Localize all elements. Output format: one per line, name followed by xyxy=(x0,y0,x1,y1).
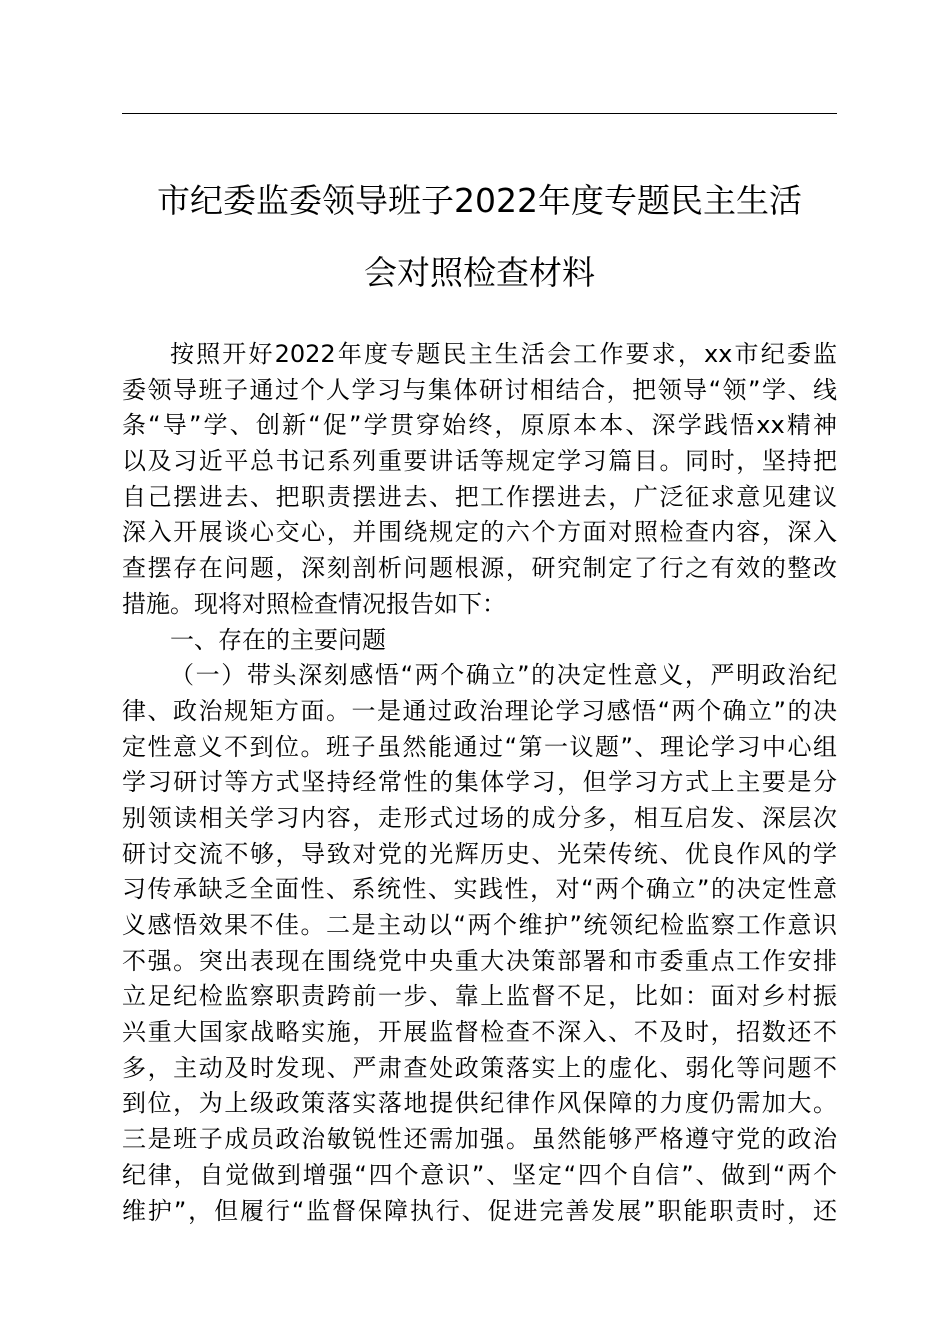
body-line: 立足纪检监察职责跨前一步、靠上监督不足，比如：面对乡村振 xyxy=(122,982,837,1011)
body-line: 委领导班子通过个人学习与集体研讨相结合，把领导“领”学、线 xyxy=(122,375,837,404)
body-line: 定性意义不到位。班子虽然能通过“第一议题”、理论学习中心组 xyxy=(122,732,837,761)
body-line: 研讨交流不够，导致对党的光辉历史、光荣传统、优良作风的学 xyxy=(122,839,837,868)
body-line: 义感悟效果不佳。二是主动以“两个维护”统领纪检监察工作意识 xyxy=(122,911,837,939)
body-line: 以及习近平总书记系列重要讲话等规定学习篇目。同时，坚持把 xyxy=(122,447,837,476)
body-line: 不强。突出表现在围绕党中央重大决策部署和市委重点工作安排 xyxy=(122,946,837,975)
title-line-1: 市纪委监委领导班子2022年度专题民主生活 xyxy=(157,181,802,220)
body-line: 纪律，自觉做到增强“四个意识”、坚定“四个自信”、做到“两个 xyxy=(122,1160,837,1189)
title-line-2: 会对照检查材料 xyxy=(364,253,595,292)
body-line: 学习研讨等方式坚持经常性的集体学习，但学习方式上主要是分 xyxy=(122,768,837,797)
body-line: 到位，为上级政策落实落地提供纪律作风保障的力度仍需加大。 xyxy=(122,1089,837,1118)
body-line: 习传承缺乏全面性、系统性、实践性，对“两个确立”的决定性意 xyxy=(122,875,837,904)
body-line: 别领读相关学习内容，走形式过场的成分多，相互启发、深层次 xyxy=(122,803,837,832)
body-line: 多，主动及时发现、严肃查处政策落实上的虚化、弱化等问题不 xyxy=(122,1053,837,1082)
document-title xyxy=(122,165,837,309)
section-heading: 一、存在的主要问题 xyxy=(170,625,386,654)
body-line: 措施。现将对照检查情况报告如下： xyxy=(122,589,506,618)
body-line: 维护”，但履行“监督保障执行、促进完善发展”职能职责时，还 xyxy=(122,1196,837,1225)
body-line: 按照开好2022年度专题民主生活会工作要求，xx市纪委监 xyxy=(170,340,837,368)
body-line: （一）带头深刻感悟“两个确立”的决定性意义，严明政治纪 xyxy=(170,661,837,690)
body-line: 条“导”学、创新“促”学贯穿始终，原原本本、深学践悟xx精神 xyxy=(122,411,837,440)
body-line: 三是班子成员政治敏锐性还需加强。虽然能够严格遵守党的政治 xyxy=(122,1125,837,1154)
body-line: 深入开展谈心交心，并围绕规定的六个方面对照检查内容，深入 xyxy=(122,518,837,547)
body-line: 查摆存在问题，深刻剖析问题根源，研究制定了行之有效的整改 xyxy=(122,554,837,583)
body-line: 律、政治规矩方面。一是通过政治理论学习感悟“两个确立”的决 xyxy=(122,696,837,725)
document-body xyxy=(122,337,837,1229)
body-line: 自己摆进去、把职责摆进去、把工作摆进去，广泛征求意见建议 xyxy=(122,482,837,511)
header-rule xyxy=(122,113,837,114)
body-line: 兴重大国家战略实施，开展监督检查不深入、不及时，招数还不 xyxy=(122,1018,837,1047)
